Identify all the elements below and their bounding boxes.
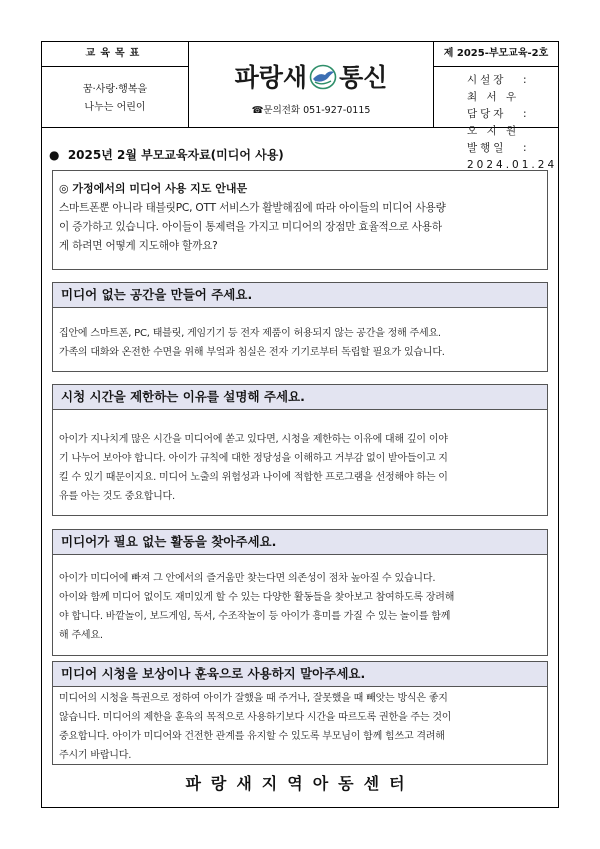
brand-right: 통신 (339, 63, 388, 92)
section-title (49, 146, 284, 163)
tip-line: 해 주세요. (59, 630, 103, 641)
tip-body-1 (52, 308, 548, 372)
motto (42, 67, 188, 117)
tip-line: 야 합니다. 바깥놀이, 보드게임, 독서, 수조작놀이 등 아이가 흥미를 가질 수 있는 놀이를 함께 (59, 611, 451, 622)
tip-line: 미디어의 시청을 특권으로 정하여 아이가 잘했을 때 주거나, 잘못했을 때 빼앗는 방식은 좋지 (59, 693, 448, 704)
meta-colon: : (523, 74, 527, 86)
meta-label: 담당자 (467, 108, 507, 120)
motto-line-1: 꿈·사랑·행복을 (82, 84, 148, 95)
tip-line: 않습니다. 미디어의 제한을 훈육의 목적으로 사용하기보다 시간을 따르도록 권한을 주는 것이 (59, 712, 452, 723)
motto-line-2: 나누는 어린이 (84, 102, 146, 113)
issue-column (434, 42, 558, 171)
meta-value: 최 서 우 (467, 91, 520, 103)
intro-line: 스마트폰뿐 아니라 태블릿PC, OTT 서비스가 활발해짐에 따라 아이들의 미디어 사용량 (59, 202, 446, 214)
meta-label: 시설장 (467, 74, 507, 86)
tip-line: 집안에 스마트폰, PC, 태블릿, 게임기기 등 전자 제품이 허용되지 않는 공간을 정해 주세요. (59, 328, 441, 339)
goal-column (42, 42, 189, 127)
tip-line: 기 나누어 보아야 합니다. 아이가 규칙에 대한 정당성을 이해하고 거부감 없이 받아들이고 지 (59, 453, 448, 464)
tip-body-2 (52, 410, 548, 516)
brand-left: 파랑새 (234, 63, 308, 92)
tip-text (59, 324, 541, 362)
contact-phone: ☎문의전화 051-927-0115 (251, 105, 371, 116)
center-name-footer: 파랑새지역아동센터 (185, 774, 415, 793)
intro-line: 게 하려면 어떻게 지도해야 할까요? (59, 240, 218, 252)
meta-row-director (467, 72, 558, 106)
brand-column (189, 42, 434, 127)
meta-label: 발행일 (467, 142, 507, 154)
tip-text (59, 689, 541, 765)
meta-value: 2024.01.24 (467, 159, 558, 171)
bluebird-logo-icon (309, 64, 337, 90)
tip-body-4 (52, 687, 548, 765)
tip-line: 아이가 지나치게 많은 시간을 미디어에 쏟고 있다면, 시청을 제한하는 이유에 대해 깊이 이야 (59, 434, 448, 445)
tip-line: 아이가 미디어에 빠져 그 안에서의 즐거움만 찾는다면 의존성이 점차 높아질 수 있습니다. (59, 573, 436, 584)
intro-line: 이 증가하고 있습니다. 아이들이 통제력을 가지고 미디어의 장점만 효율적으로 사용하 (59, 221, 442, 233)
tip-body-3 (52, 555, 548, 656)
issue-number: 제 2025-부모교육-2호 (434, 42, 558, 67)
tip-line: 중요합니다. 아이가 미디어와 건전한 관계를 유지할 수 있도록 부모님이 함께 힘쓰고 격려해 (59, 731, 445, 742)
tip-line: 킬 수 있기 때문이지요. 미디어 노출의 위험성과 나이에 적합한 프로그램을 선정해야 하는 이 (59, 472, 448, 483)
intro-box (52, 170, 548, 270)
tip-heading-3: 미디어가 필요 없는 활동을 찾아주세요. (52, 529, 548, 555)
tip-heading-1: 미디어 없는 공간을 만들어 주세요. (52, 282, 548, 308)
goal-title: 교육목표 (42, 42, 188, 67)
meta-colon: : (523, 142, 527, 154)
intro-text (59, 199, 539, 256)
tip-text (59, 430, 541, 506)
intro-title: ◎ 가정에서의 미디어 사용 지도 안내문 (59, 182, 248, 195)
tip-line: 주시기 바랍니다. (59, 750, 132, 761)
bullet-icon: ● (49, 148, 68, 162)
meta-value: 오 지 원 (467, 125, 520, 137)
newsletter-title (189, 58, 433, 94)
tip-line: 유를 아는 것도 중요합니다. (59, 491, 175, 502)
tip-line: 가족의 대화와 온전한 수면을 위해 부엌과 침실은 전자 기기로부터 독립할 필요가 있습니다. (59, 347, 445, 358)
tip-text (59, 569, 541, 645)
tip-line: 아이와 함께 미디어 없이도 재미있게 할 수 있는 다양한 활동들을 찾아보고 참여하도록 장려해 (59, 592, 455, 603)
tip-heading-2: 시청 시간을 제한하는 이유를 설명해 주세요. (52, 384, 548, 410)
meta-colon: : (523, 108, 527, 120)
tip-heading-4: 미디어 시청을 보상이나 훈육으로 사용하지 말아주세요. (52, 661, 548, 687)
section-title-text: 2025년 2월 부모교육자료(미디어 사용) (67, 148, 284, 162)
